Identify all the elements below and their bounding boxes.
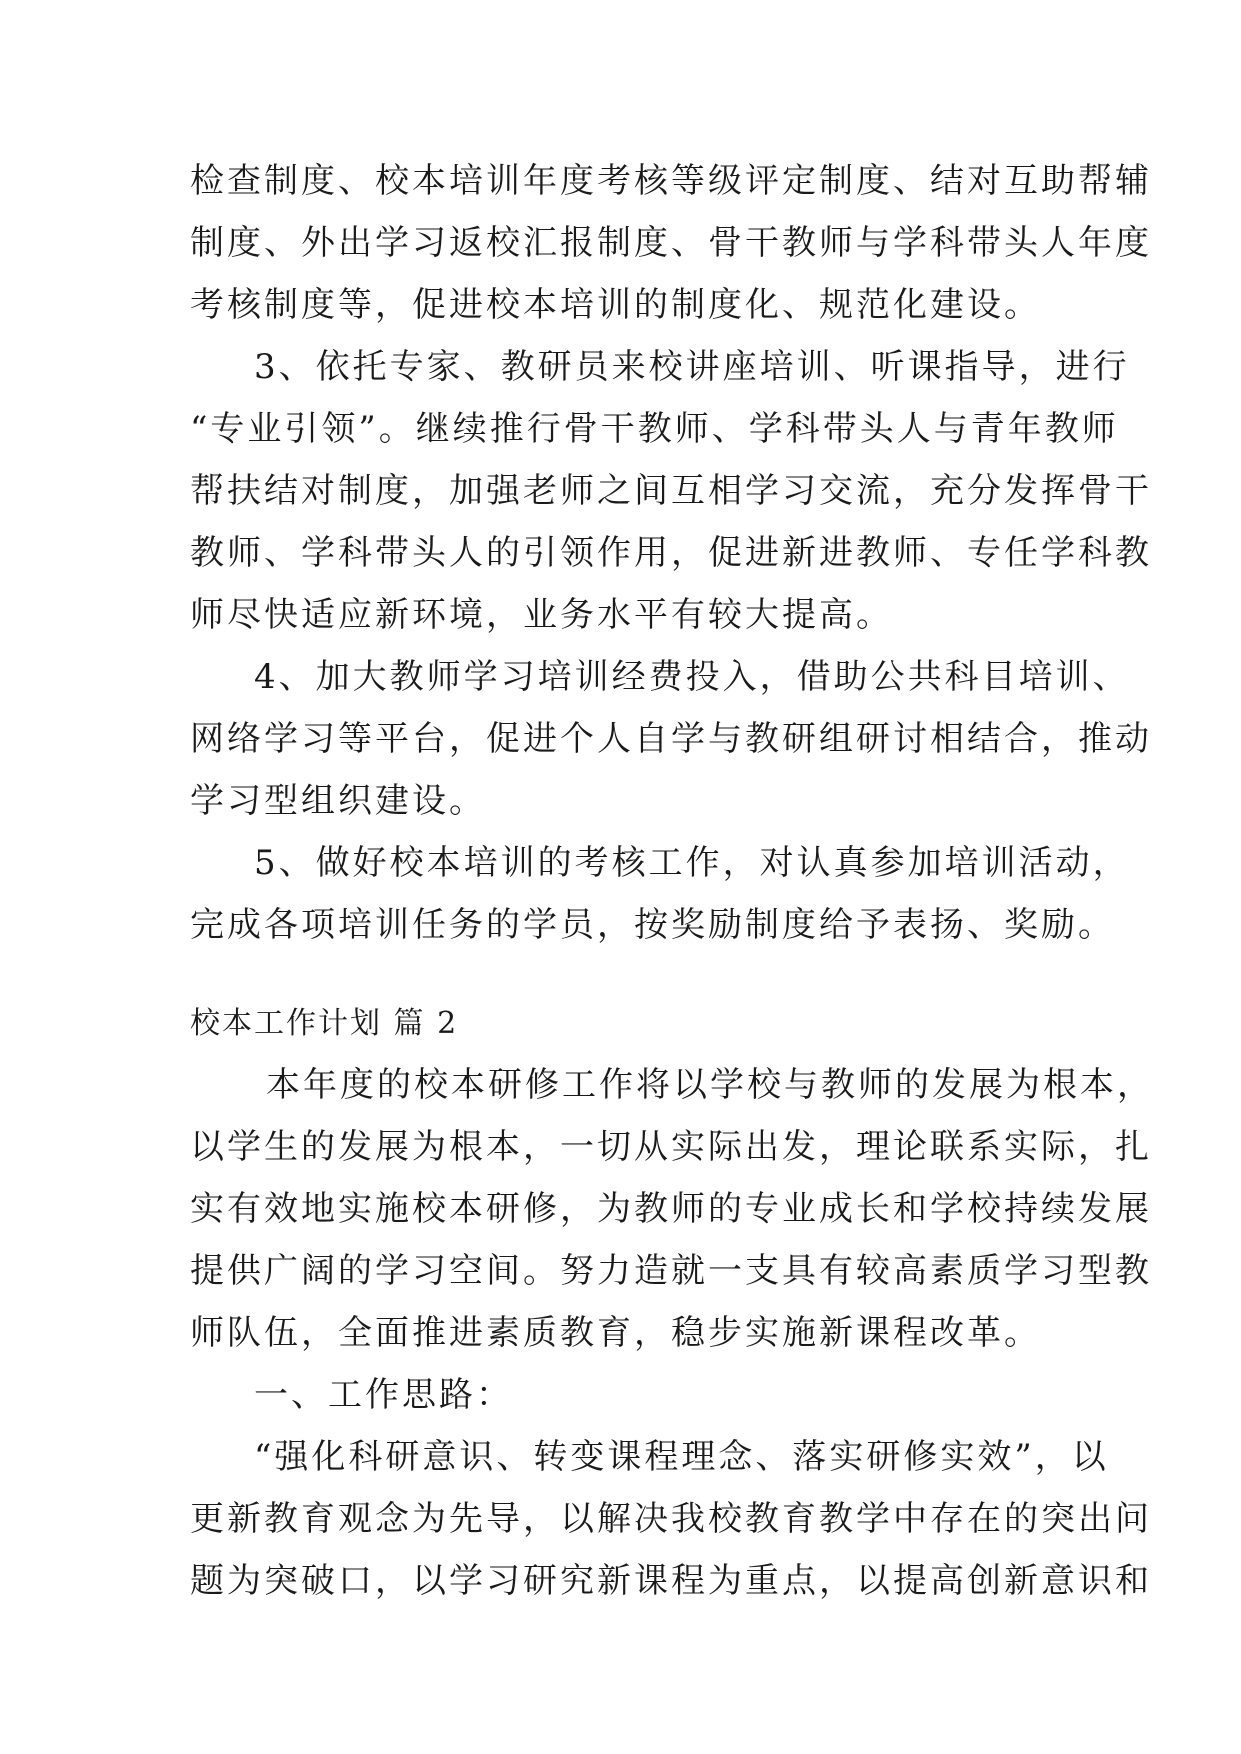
text-line: 更新教育观念为先导，以解决我校教育教学中存在的突出问 xyxy=(190,1499,1152,1539)
text-line: 教师、学科带头人的引领作用，促进新进教师、专任学科教 xyxy=(190,533,1152,573)
text-line: “强化科研意识、转变课程理念、落实研修实效”，以 xyxy=(254,1437,1109,1477)
text-line: 制度、外出学习返校汇报制度、骨干教师与学科带头人年度 xyxy=(190,223,1152,263)
text-line: 师队伍，全面推进素质教育，稳步实施新课程改革。 xyxy=(190,1313,1041,1353)
paragraph-continuation xyxy=(190,150,1152,336)
text-line: 考核制度等，促进校本培训的制度化、规范化建设。 xyxy=(190,285,1041,325)
text-line: 提供广阔的学习空间。努力造就一支具有较高素质学习型教 xyxy=(190,1251,1152,1291)
text-line: 5、做好校本培训的考核工作，对认真参加培训活动， xyxy=(254,843,1130,883)
paragraph-item-3 xyxy=(190,336,1152,646)
paragraph-item-4 xyxy=(190,646,1152,832)
text-line: 网络学习等平台，促进个人自学与教研组研讨相结合，推动 xyxy=(190,719,1152,759)
text-line: “专业引领”。继续推行骨干教师、学科带头人与青年教师 xyxy=(190,409,1119,449)
text-line: 本年度的校本研修工作将以学校与教师的发展为根本， xyxy=(266,1065,1154,1105)
text-line: 以学生的发展为根本，一切从实际出发，理论联系实际，扎 xyxy=(190,1127,1152,1167)
text-line: 题为突破口，以学习研究新课程为重点，以提高创新意识和 xyxy=(190,1561,1152,1601)
text-line: 学习型组织建设。 xyxy=(190,781,486,821)
text-line: 检查制度、校本培训年度考核等级评定制度、结对互助帮辅 xyxy=(190,161,1152,201)
text-line: 实有效地实施校本研修，为教师的专业成长和学校持续发展 xyxy=(190,1189,1152,1229)
text-line: 4、加大教师学习培训经费投入，借助公共科目培训、 xyxy=(254,657,1130,697)
paragraph-item-5 xyxy=(190,832,1130,956)
text-line: 完成各项培训任务的学员，按奖励制度给予表扬、奖励。 xyxy=(190,905,1115,945)
paragraph-thinking xyxy=(190,1426,1152,1612)
section-heading: 校本工作计划 篇 2 xyxy=(190,1006,459,1041)
text-line: 3、依托专家、教研员来校讲座培训、听课指导，进行 xyxy=(254,347,1130,387)
text-line: 帮扶结对制度，加强老师之间互相学习交流，充分发挥骨干 xyxy=(190,471,1152,511)
paragraph-intro xyxy=(190,1054,1154,1364)
document-page xyxy=(190,150,1154,1612)
subheading: 一、工作思路： xyxy=(254,1375,513,1415)
text-line: 师尽快适应新环境，业务水平有较大提高。 xyxy=(190,595,893,635)
